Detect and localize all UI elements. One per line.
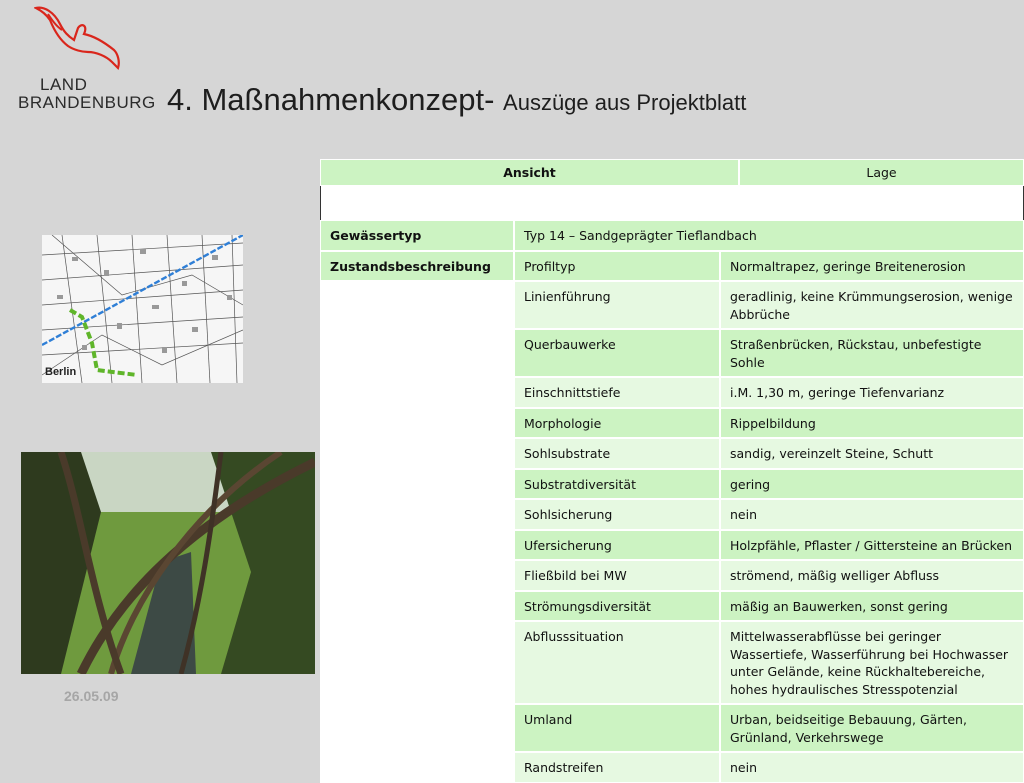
value-cell: sandig, vereinzelt Steine, Schutt — [720, 438, 1024, 469]
param-cell: Morphologie — [514, 408, 720, 439]
title-subtitle: Auszüge aus Projektblatt — [503, 90, 747, 115]
value-cell: Urban, beidseitige Bebauung, Gärten, Grünland, Verkehrswege — [720, 704, 1024, 752]
header-ansicht: Ansicht — [320, 159, 739, 186]
param-cell: Fließbild bei MW — [514, 560, 720, 591]
table-row — [514, 621, 1024, 704]
value-cell: Holzpfähle, Pflaster / Gittersteine an Brücken — [720, 530, 1024, 561]
param-cell: Abflusssituation — [514, 621, 720, 704]
table-row — [514, 377, 1024, 408]
zustand-blank-cell — [320, 281, 514, 783]
value-cell: mäßig an Bauwerken, sonst gering — [720, 591, 1024, 622]
project-table — [320, 220, 1024, 783]
label-zustandsbeschreibung: Zustandsbeschreibung — [320, 251, 514, 282]
table-row — [514, 438, 1024, 469]
title-main: 4. Maßnahmenkonzept- — [167, 82, 495, 117]
table-row — [514, 752, 1024, 783]
value-gewaessertyp: Typ 14 – Sandgeprägter Tieflandbach — [514, 220, 1024, 251]
param-cell: Randstreifen — [514, 752, 720, 783]
table-row — [514, 591, 1024, 622]
value-cell: Mittelwasserabflüsse bei geringer Wassertiefe, Wasserführung bei Hochwasser unter Gelände, keine Rückhaltebereiche, hohes hydraulisches Stresspotenzial — [720, 621, 1024, 704]
table-row — [320, 220, 1024, 251]
param-cell: Substratdiversität — [514, 469, 720, 500]
page-title — [167, 82, 746, 118]
table-row — [514, 704, 1024, 752]
table-row — [514, 408, 1024, 439]
param-cell: Sohlsicherung — [514, 499, 720, 530]
param-cell: Profiltyp — [514, 251, 720, 282]
value-cell: Straßenbrücken, Rückstau, unbefestigte Sohle — [720, 329, 1024, 377]
param-cell: Strömungsdiversität — [514, 591, 720, 622]
value-cell: geradlinig, keine Krümmungserosion, wenige Abbrüche — [720, 281, 1024, 329]
location-map — [42, 235, 243, 383]
value-cell: i.M. 1,30 m, geringe Tiefenvarianz — [720, 377, 1024, 408]
table-row — [514, 251, 1024, 282]
param-cell: Umland — [514, 704, 720, 752]
param-cell: Sohlsubstrate — [514, 438, 720, 469]
header-image-row — [320, 186, 1024, 220]
label-gewaessertyp: Gewässertyp — [320, 220, 514, 251]
brandenburg-logo — [14, 6, 154, 116]
param-cell: Querbauwerke — [514, 329, 720, 377]
logo-line-brandenburg: BRANDENBURG — [18, 93, 156, 112]
table-header-row — [320, 159, 1024, 186]
value-cell: Rippelbildung — [720, 408, 1024, 439]
footer-date: 26.05.09 — [64, 688, 119, 704]
param-cell: Einschnittstiefe — [514, 377, 720, 408]
eagle-icon — [34, 6, 134, 86]
value-cell: Normaltrapez, geringe Breitenerosion — [720, 251, 1024, 282]
table-row — [514, 281, 1024, 329]
street-map-image — [42, 235, 243, 383]
param-cell: Ufersicherung — [514, 530, 720, 561]
logo-line-land: LAND — [40, 75, 88, 94]
table-row — [514, 530, 1024, 561]
zustand-rows — [514, 251, 1024, 783]
table-row — [514, 469, 1024, 500]
param-cell: Linienführung — [514, 281, 720, 329]
table-row — [514, 499, 1024, 530]
value-cell: gering — [720, 469, 1024, 500]
value-cell: strömend, mäßig welliger Abfluss — [720, 560, 1024, 591]
value-cell: nein — [720, 499, 1024, 530]
stream-photo — [21, 452, 315, 674]
stream-photo-image — [21, 452, 315, 674]
zustand-column — [320, 251, 514, 783]
header-lage: Lage — [739, 159, 1024, 186]
table-row — [514, 329, 1024, 377]
map-label-berlin: Berlin — [45, 366, 77, 378]
table-row — [514, 560, 1024, 591]
value-cell: nein — [720, 752, 1024, 783]
